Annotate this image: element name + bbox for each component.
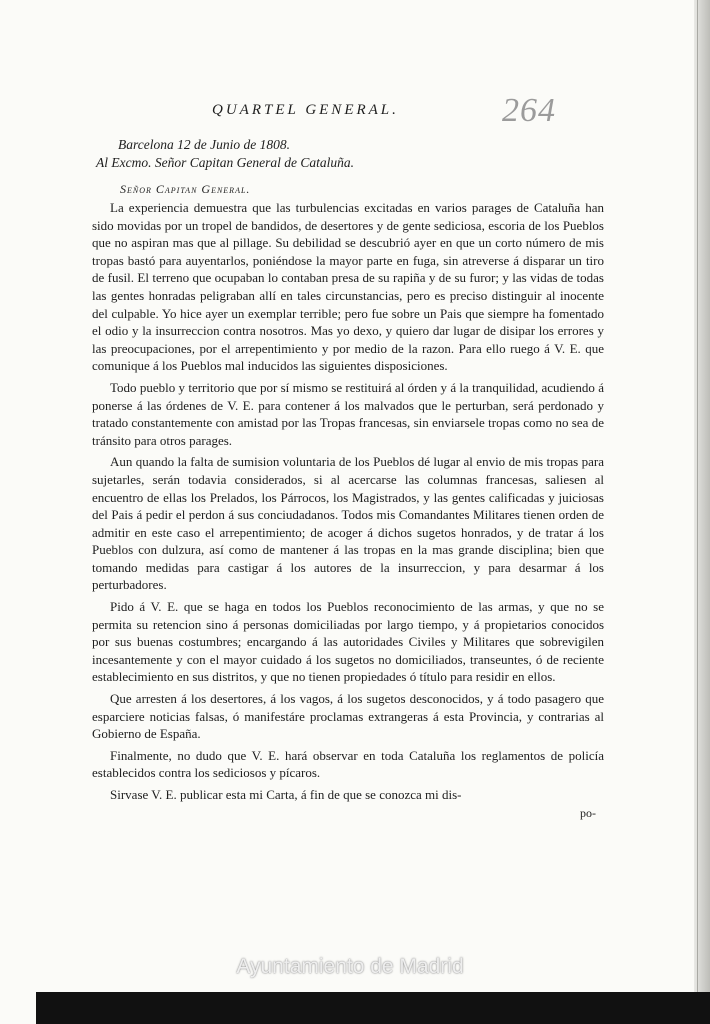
catchword: po- [580,805,596,820]
paragraph-4: Pido á V. E. que se haga en todos los Pueblos reconocimiento de las armas, y que no se permita su retencion sino á personas domiciliadas por largo tiempo, y á propietarios conocidos por sus buenas costumbres; encargando á las autoridades Civiles y Militares que sobrevigilen incesantemente y con el mayor cuidado á los sugetos no domiciliados, transeuntes, ó de reciente establecimiento en sus distritos, y que no tienen propiedades ó título para residir en ellos. [92,599,604,685]
page-edge-line [697,0,698,1000]
watermark: Ayuntamiento de Madrid [236,955,464,978]
salutation: Señor Capitan General. [120,182,251,196]
addressee: Al Excmo. Señor Capitan General de Cataluña. [96,155,354,170]
scan-bottom-band [36,992,710,1024]
paragraph-6: Finalmente, no dudo que V. E. hará observar en toda Cataluña los reglamentos de policía establecidos contra los sediciosos y pícaros. [92,747,604,781]
paragraph-3: Aun quando la falta de sumision voluntaria de los Pueblos dé lugar al envio de mis tropas para sujetarles, serán todavia considerados, si al acercarse las columnas francesas, saliesen al encuentro de ellas los Prelados, los Párrocos, los Magistrados, y las gentes calificadas y juiciosas del Pais á pedir el perdon á sus conciudadanos. Todos mis Comandantes Militares tienen orden de admitir en este caso el arrepentimiento; de acoger á dichos sugetos honrados, y de tratar á los Pueblos con dulzura, así como de mantener á las tropas en la mas grande disciplina; bien que tomando medidas para castigar á los autores de la insurreccion, y para desarmar á los perturbadores. [92,454,604,593]
folio-number: 264 [502,92,556,129]
dateline: Barcelona 12 de Junio de 1808. [118,137,290,152]
printed-page [92,92,604,821]
page-header [92,92,604,136]
paragraph-5: Que arresten á los desertores, á los vagos, á los sugetos desconocidos, y á todo pasagero que esparciere noticias falsas, ó manifestáre proclamas extrangeras á esta Provincia, y contrarias al Gobierno de España. [92,691,604,742]
running-head: QUARTEL GENERAL. [212,102,399,118]
paragraph-1: La experiencia demuestra que las turbulencias excitadas en varios parages de Cataluña han sido movidas por un tropel de bandidos, de desertores y de gente sediciosa, escoria de los Pueblos que no aspiran mas que al pillage. Su debilidad se descubrió ayer en que un corto número de mis tropas bastó para auyentarlos, poniéndose la mayor parte en fuga, sin atreverse á disparar un tiro de fusil. El terreno que ocupaban lo contaban presa de su rapiña y de su furor; y las vidas de todas las gentes honradas peligraban allí en tales circunstancias, pero es preciso distinguir al inocente del culpable. Yo hice ayer un exemplar terrible; pero fue sobre un Pais que siempre ha fomentado el odio y la insurreccion contra nosotros. Mas yo dexo, y quiero dar lugar de disipar los errores y las preocupaciones, por el arrepentimiento y por medio de la razon. Para ello ruego á V. E. que comunique á los Pueblos mal inducidos las siguientes disposiciones. [92,200,604,374]
paragraph-2: Todo pueblo y territorio que por sí mismo se restituirá al órden y á la tranquilidad, acudiendo á ponerse á las órdenes de V. E. para contener á los malvados que le perturban, será perdonado y tratado constantemente con amistad por las Tropas francesas, sin enviarsele tropas como no sea de tránsito para otros parages. [92,379,604,448]
paragraph-7: Sirvase V. E. publicar esta mi Carta, á fin de que se conozca mi dis- [110,787,462,802]
